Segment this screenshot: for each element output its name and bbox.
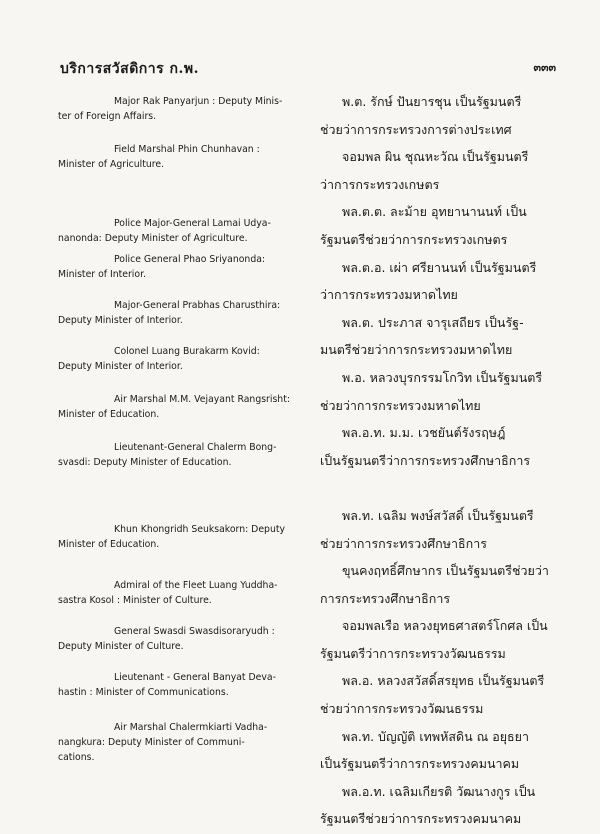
thai-line: จอมพลเรือ หลวงยุทธศาสตร์โกศล เป็น [342, 618, 548, 634]
thai-line: ช่วยว่าการกระทรวงวัฒนธรรม [320, 701, 484, 717]
entry-line: nanonda: Deputy Minister of Agriculture. [58, 233, 248, 244]
page-header-title: บริการสวัสดิการ ก.พ. [60, 61, 199, 77]
thai-line: ช่วยว่าการกระทรวงศึกษาธิการ [320, 535, 487, 551]
entry-line: Police General Phao Sriyanonda: [114, 254, 266, 265]
thai-line: พล.ต.ต. ละม้าย อุทยานานนท์ เป็น [342, 204, 527, 220]
thai-line: พล.อ.ท. ม.ม. เวชยันต์รังรฤษฎ์ [342, 425, 506, 441]
thai-line: ว่าการกระทรวงมหาดไทย [320, 287, 458, 303]
page-number: ๓๓๓ [533, 61, 556, 74]
thai-line: พล.อ. หลวงสวัสดิ์สรยุทธ เป็นรัฐมนตรี [342, 673, 545, 689]
thai-line: การกระทรวงศึกษาธิการ [320, 590, 451, 606]
thai-line: เป็นรัฐมนตรีว่าการกระทรวงคมนาคม [320, 756, 520, 772]
entry-line: Admiral of the Fleet Luang Yuddha- [114, 580, 278, 591]
entry-line: Khun Khongridh Seuksakorn: Deputy [114, 524, 285, 535]
thai-line: พ.ต. รักษ์ ปันยารชุน เป็นรัฐมนตรี [342, 94, 522, 109]
entry-line: sastra Kosol : Minister of Culture. [58, 595, 212, 606]
entry-line: Minister of Interior. [58, 269, 146, 280]
thai-line: พล.ต. ประภาส จารุเสถียร เป็นรัฐ- [342, 314, 524, 330]
entry-line: nangkura: Deputy Minister of Communi- [58, 737, 245, 748]
thai-line: จอมพล ผิน ชุณหะวัณ เป็นรัฐมนตรี [342, 149, 529, 165]
thai-line: ว่าการกระทรวงเกษตร [320, 176, 440, 192]
entry-line: Major Rak Panyarjun : Deputy Minis- [114, 96, 283, 107]
thai-line: ช่วยว่าการกระทรวงการต่างประเทศ [320, 121, 512, 137]
thai-line: พล.ท. บัญญัติ เทพหัสดิน ณ อยุธยา [342, 728, 530, 744]
thai-line: พล.อ.ท. เฉลิมเกียรติ วัฒนางกูร เป็น [342, 783, 536, 799]
entry-line: Deputy Minister of Culture. [58, 641, 184, 652]
entry-line: Colonel Luang Burakarm Kovid: [114, 346, 260, 357]
entry-line: Minister of Education. [58, 409, 160, 420]
thai-line: พล.ต.อ. เผ่า ศรียานนท์ เป็นรัฐมนตรี [342, 259, 537, 275]
entry-line: Minister of Education. [58, 539, 160, 550]
entry-line: Lieutenant-General Chalerm Bong- [114, 442, 277, 453]
entry-line: Field Marshal Phin Chunhavan : [114, 144, 260, 155]
entry-line: ter of Foreign Affairs. [58, 111, 157, 122]
entry-line: Air Marshal M.M. Vejayant Rangsrisht: [114, 394, 290, 405]
minister-entry-en [58, 216, 316, 246]
thai-line: เป็นรัฐมนตรีว่าการกระทรวงศึกษาธิการ [320, 452, 531, 468]
entry-line: Minister of Agriculture. [58, 159, 165, 170]
minister-entry-en [58, 142, 316, 172]
entry-line: Deputy Minister of Interior. [58, 361, 183, 372]
minister-entry-en [58, 298, 316, 328]
thai-line [320, 474, 560, 502]
minister-entry-en [58, 624, 316, 654]
entry-line: Major-General Prabhas Charusthira: [114, 300, 281, 311]
entry-line: Police Major-General Lamai Udya- [114, 218, 271, 229]
thai-line: ขุนคงฤทธิ์ศึกษากร เป็นรัฐมนตรีช่วยว่า [342, 563, 549, 579]
minister-entry-en [58, 522, 316, 552]
thai-column [320, 88, 560, 833]
minister-entry-en [58, 392, 316, 422]
entry-line: svasdi: Deputy Minister of Education. [58, 457, 232, 468]
minister-entry-en [58, 670, 316, 700]
minister-entry-en [58, 720, 316, 765]
minister-entry-en [58, 344, 316, 374]
minister-entry-en [58, 578, 316, 608]
minister-entry-en [58, 252, 316, 282]
entry-line: Deputy Minister of Interior. [58, 315, 183, 326]
thai-line: พล.ท. เฉลิม พงษ์สวัสดิ์ เป็นรัฐมนตรี [342, 507, 534, 523]
thai-line: พ.อ. หลวงบุรกรรมโกวิท เป็นรัฐมนตรี [342, 369, 543, 385]
thai-line: รัฐมนตรีว่าการกระทรวงวัฒนธรรม [320, 645, 506, 661]
thai-line: ช่วยว่าการกระทรวงมหาดไทย [320, 397, 481, 413]
entry-line: cations. [58, 752, 95, 763]
minister-entry-en [58, 94, 316, 124]
thai-line: มนตรีช่วยว่าการกระทรวงมหาดไทย [320, 342, 513, 358]
entry-line: General Swasdi Swasdisoraryudh : [114, 626, 275, 637]
entry-line: hastin : Minister of Communications. [58, 687, 229, 698]
entry-line: Lieutenant - General Banyat Deva- [114, 672, 276, 683]
minister-entry-en [58, 440, 316, 470]
entry-line: Air Marshal Chalermkiarti Vadha- [114, 722, 268, 733]
thai-line: รัฐมนตรีช่วยว่าการกระทรวงคมนาคม [320, 811, 522, 827]
thai-line: รัฐมนตรีช่วยว่าการกระทรวงเกษตร [320, 231, 508, 247]
